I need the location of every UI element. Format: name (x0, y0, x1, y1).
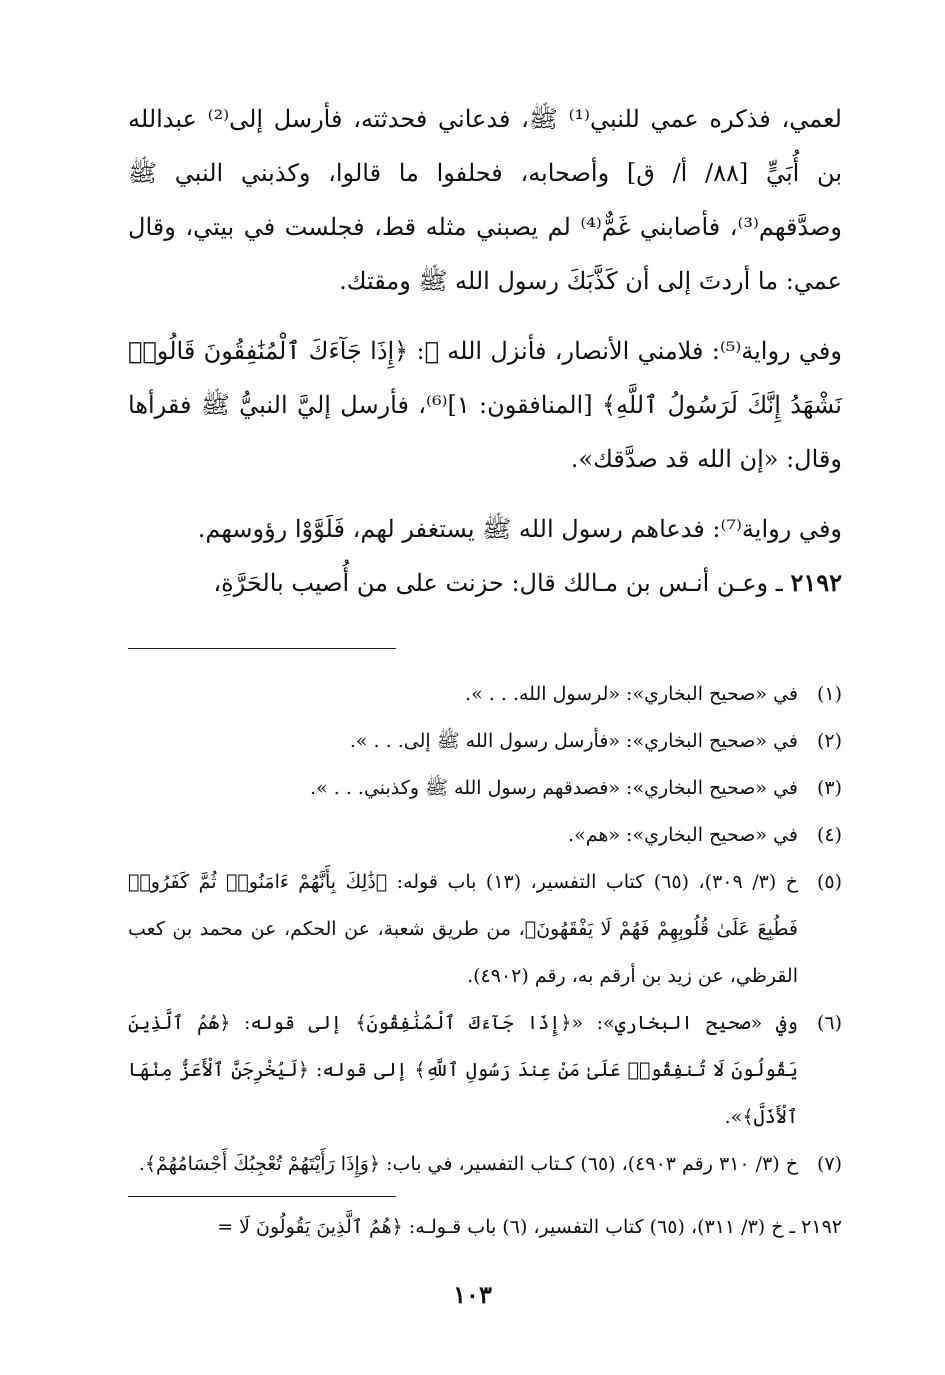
footnote-number: (٧) (816, 1153, 842, 1175)
footnote-text: في «صحيح البخاري»: «هم». (568, 824, 798, 846)
page-content (128, 92, 842, 1251)
footnote-number: (١) (816, 683, 842, 705)
hadith-text: ـ وعـن أنـس بن مـالك قال: حزنت على من أُصيب بالحَرَّةِ، (213, 569, 783, 597)
footnote-number: (٥) (816, 871, 842, 893)
footnote-1 (128, 671, 842, 718)
footnotes (128, 671, 842, 1188)
footnote-text: خ (٣/ ٣١٠ رقم ٤٩٠٣)، (٦٥) كـتاب التفسير، في باب: ﴿وَإِذَا رَأَيْتَهُمْ تُعْجِبُكَ أَجْسَامُهُمْ﴾. (138, 1153, 798, 1175)
footnote-text: خ (٣/ ٣٠٩)، (٦٥) كتاب التفسير، (١٣) باب قوله: ﴿ذَٰلِكَ بِأَنَّهُمْ ءَامَنُوا۟ ثُمَّ كَفَرُوا۟ فَطُبِعَ عَلَىٰ قُلُوبِهِمْ فَهُمْ لَا يَفْقَهُونَ﴾، من طريق شعبة، عن الحكم، عن محمد بن كعب القرظي، عن زيد بن أرقم به، رقم (٤٩٠٢). (128, 871, 798, 987)
footnote-text: في «صحيح البخاري»: «لرسول الله. . . ». (465, 683, 798, 705)
footnote-separator (128, 648, 396, 649)
page-number: ١٠٣ (453, 1280, 492, 1309)
footnote-7 (128, 1141, 842, 1188)
hadith-number: ٢١٩٢ (790, 568, 842, 597)
footnote-2 (128, 718, 842, 765)
footnote-4 (128, 812, 842, 859)
paragraph-3: وفي رواية⁽⁷⁾: فدعاهم رسول الله ﷺ يستغفر لهم، فَلَوَّوْا رؤوسهم. (197, 515, 842, 543)
footnote-6 (128, 1000, 842, 1141)
continuation-separator (128, 1196, 396, 1197)
hadith-2192-start (128, 556, 842, 610)
footnote-3 (128, 765, 842, 812)
continuation-note: ٢١٩٢ ـ خ (٣/ ٣١١)، (٦٥) كتاب التفسير، (٦) باب قـولـه: ﴿هُمُ ٱلَّذِينَ يَقُولُونَ لَا = (217, 1216, 842, 1238)
footnote-number: (٣) (816, 777, 842, 799)
footnote-number: (٦) (816, 1012, 842, 1034)
paragraph-1: لعمي، فذكره عمي للنبي⁽¹⁾ ﷺ، فدعاني فحدثته، فأرسل إلى⁽²⁾ عبدالله بن أُبَيٍّ [٨٨/ أ/ ق] وأصحابه، فحلفوا ما قالوا، وكذبني النبي ﷺ وصدَّقهم⁽³⁾، فأصابني غَمٌّ⁽⁴⁾ لم يصبني مثله قط، فجلست في بيتي، وقال عمي: ما أردتَ إلى أن كَذَّبَكَ رسول الله ﷺ ومقتك. (128, 105, 843, 295)
paragraph-2: وفي رواية⁽⁵⁾: فلامني الأنصار، فأنزل الله ﷻ: ﴿إِذَا جَآءَكَ ٱلْمُنَٰفِقُونَ قَالُوا۟ نَشْهَدُ إِنَّكَ لَرَسُولُ ٱللَّهِ﴾ [المنافقون: ١]⁽⁶⁾، فأرسل إليَّ النبيُّ ﷺ فقرأها وقال: «إن الله قد صدَّقك». (128, 337, 842, 473)
footnote-5 (128, 859, 842, 1000)
footnote-number: (٤) (816, 824, 842, 846)
footnote-text: في «صحيح البخاري»: «فأرسل رسول الله ﷺ إلى. . . ». (349, 730, 798, 752)
footnote-text: وفي «صحيح البخاري»: «﴿إِذَا جَآءَكَ ٱلْمُنَٰفِقُونَ﴾ إلى قوله: ﴿هُمُ ٱلَّذِينَ يَقُولُونَ لَا تُنفِقُوا۟ عَلَىٰ مَنْ عِندَ رَسُولِ ٱللَّهِ﴾ إلى قوله: ﴿لَيُخْرِجَنَّ ٱلْأَعَزُّ مِنْهَا ٱلْأَذَلَّ﴾». (128, 1012, 798, 1128)
footnote-number: (٢) (816, 730, 842, 752)
main-text (128, 92, 842, 610)
footnote-text: في «صحيح البخاري»: «فصدقهم رسول الله ﷺ وكذبني. . . ». (310, 777, 798, 799)
